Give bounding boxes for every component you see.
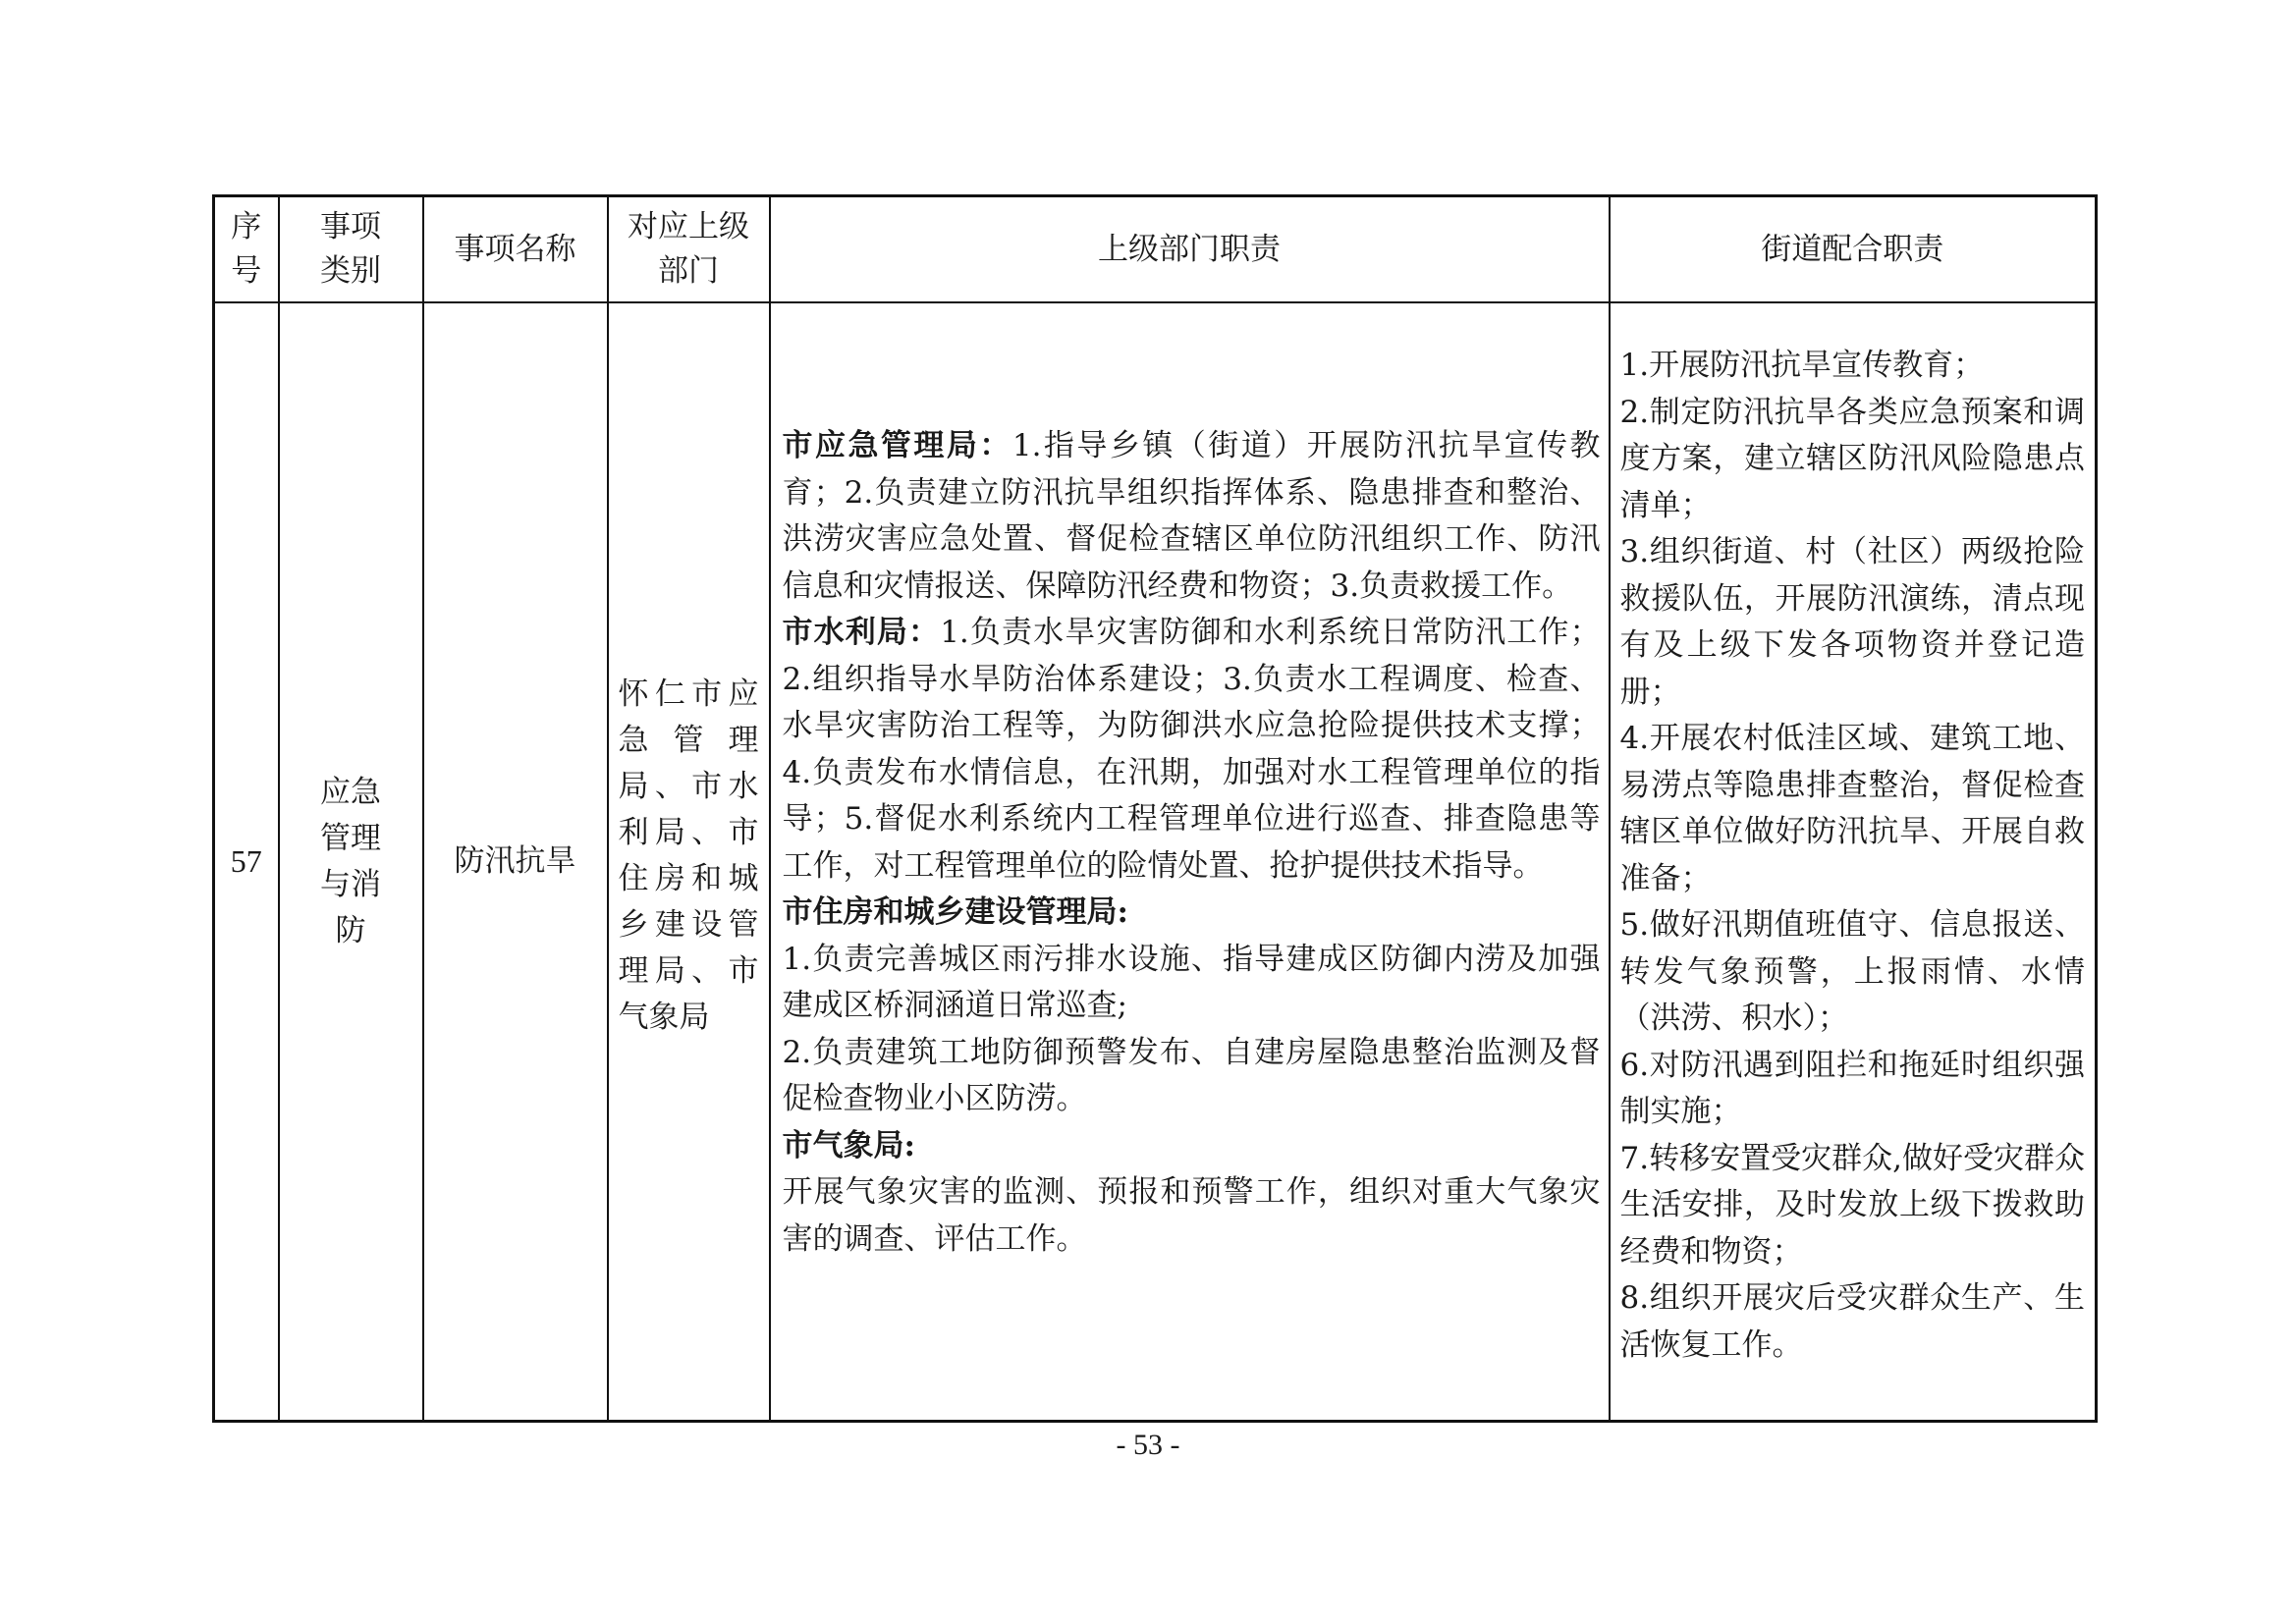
duty-block-emergency xyxy=(783,423,1601,610)
dept-line: 乡建设管 xyxy=(618,906,759,943)
row-category: 应急管理与消防 xyxy=(279,302,423,1422)
dept-line: 住房和城 xyxy=(618,860,759,896)
street-duty-item: 5.做好汛期值班值守、信息报送、转发气象预警，上报雨情、水情（洪涝、积水）； xyxy=(1619,907,2085,1036)
row-upper-duty xyxy=(770,302,1610,1422)
street-duty-item: 3.组织街道、村（社区）两级抢险救援队伍，开展防汛演练，清点现有及上级下发各项物资并登记造册； xyxy=(1619,534,2085,710)
duty-block-housing xyxy=(783,890,1601,937)
duty-text: 开展气象灾害的监测、预报和预警工作，组织对重大气象灾害的调查、评估工作。 xyxy=(782,1174,1601,1257)
duty-table xyxy=(212,194,2098,1423)
row-name: 防汛抗旱 xyxy=(423,302,608,1422)
agency-label: 市应急管理局： xyxy=(782,428,1012,463)
agency-label: 市气象局: xyxy=(782,1127,915,1163)
dept-line: 怀仁市应 xyxy=(618,676,759,712)
agency-label: 市水利局： xyxy=(782,615,941,650)
header-seq: 序号 xyxy=(214,196,279,303)
header-dept: 对应上级部门 xyxy=(608,196,770,303)
table-header-row xyxy=(214,196,2097,303)
street-duty-item: 4.开展农村低洼区域、建筑工地、易涝点等隐患排查整治，督促检查辖区单位做好防汛抗旱、开展自救准备； xyxy=(1619,721,2085,896)
duty-block-water xyxy=(783,610,1601,890)
row-seq: 57 xyxy=(214,302,279,1422)
dept-line: 局、市水 xyxy=(618,768,759,804)
street-duty-item: 1.开展防汛抗旱宣传教育； xyxy=(1619,348,1985,383)
header-upper-duty: 上级部门职责 xyxy=(770,196,1610,303)
duty-block-weather xyxy=(783,1123,1601,1170)
dept-line: 理局、市 xyxy=(618,952,759,989)
street-duty-item: 8.组织开展灾后受灾群众生产、生活恢复工作。 xyxy=(1619,1280,2085,1363)
street-duty-item: 6.对防汛遇到阻拦和拖延时组织强制实施； xyxy=(1619,1047,2085,1129)
page-number: - 53 - xyxy=(1116,1429,1180,1461)
duty-text: 2.负责建筑工地防御预警发布、自建房屋隐患整治监测及督促检查物业小区防涝。 xyxy=(782,1034,1601,1116)
row-dept xyxy=(608,302,770,1422)
dept-line: 利局、市 xyxy=(618,814,759,850)
duty-text: 1.负责水旱灾害防御和水利系统日常防汛工作；2.组织指导水旱防治体系建设；3.负责水工程调度、检查、水旱灾害防治工程等，为防御洪水应急抢险提供技术支撑；4.负责发布水情信息，在汛期，加强对水工程管理单位的指导；5.督促水利系统内工程管理单位进行巡查、排查隐患等工作，对工程管理单位的险情处置、抢护提供技术指导。 xyxy=(782,615,1601,884)
agency-label: 市住房和城乡建设管理局: xyxy=(782,894,1128,930)
row-street-duty xyxy=(1610,302,2097,1422)
duty-text: 1.负责完善城区雨污排水设施、指导建成区防御内涝及加强建成区桥洞涵道日常巡查; xyxy=(782,941,1601,1023)
dept-line: 气象局 xyxy=(618,999,710,1035)
table-row xyxy=(214,302,2097,1422)
dept-line: 急 管 理 xyxy=(618,722,759,758)
street-duty-item: 7.转移安置受灾群众,做好受灾群众生活安排，及时发放上级下拨救助经费和物资； xyxy=(1619,1140,2085,1270)
header-street-duty: 街道配合职责 xyxy=(1610,196,2097,303)
header-name: 事项名称 xyxy=(423,196,608,303)
street-duty-item: 2.制定防汛抗旱各类应急预案和调度方案，建立辖区防汛风险隐患点清单； xyxy=(1619,394,2085,523)
header-category: 事项类别 xyxy=(279,196,423,303)
duty-text: 1.指导乡镇（街道）开展防汛抗旱宣传教育；2.负责建立防汛抗旱组织指挥体系、隐患排查和整治、洪涝灾害应急处置、督促检查辖区单位防汛组织工作、防汛信息和灾情报送、保障防汛经费和物资；3.负责救援工作。 xyxy=(782,428,1601,604)
